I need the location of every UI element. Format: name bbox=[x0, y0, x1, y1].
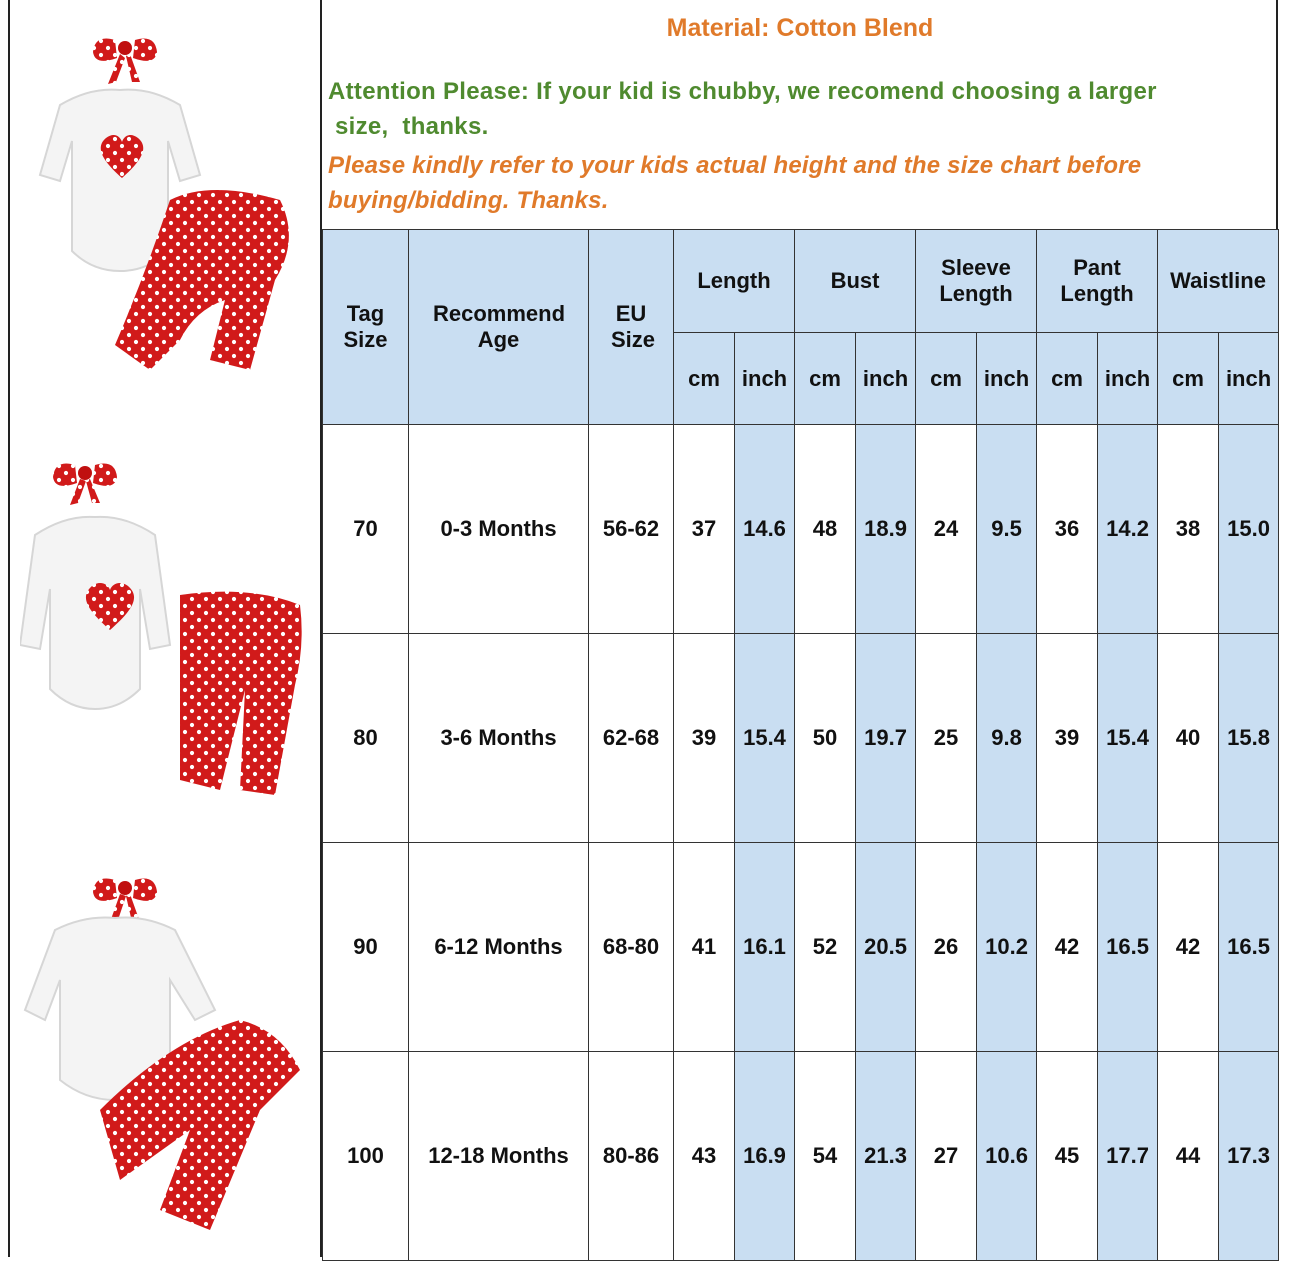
unit-inch: inch bbox=[735, 333, 795, 425]
outfit-image-2 bbox=[20, 455, 310, 800]
attention-line-2: size, thanks. bbox=[328, 113, 489, 140]
cell-waist-inch: 15.8 bbox=[1219, 634, 1279, 843]
unit-inch: inch bbox=[856, 333, 916, 425]
cell-pant-cm: 42 bbox=[1037, 843, 1098, 1052]
refer-line-2: buying/bidding. Thanks. bbox=[328, 187, 609, 214]
cell-length-cm: 39 bbox=[674, 634, 735, 843]
cell-length-inch: 16.9 bbox=[735, 1052, 795, 1261]
product-images bbox=[0, 0, 320, 1257]
header-row bbox=[323, 230, 1279, 333]
cell-bust-inch: 20.5 bbox=[856, 843, 916, 1052]
unit-cm: cm bbox=[795, 333, 856, 425]
cell-sleeve-inch: 9.8 bbox=[977, 634, 1037, 843]
cell-waist-cm: 38 bbox=[1158, 425, 1219, 634]
cell-pant-cm: 36 bbox=[1037, 425, 1098, 634]
cell-pant-inch: 14.2 bbox=[1098, 425, 1158, 634]
cell-eu: 62-68 bbox=[589, 634, 674, 843]
cell-bust-cm: 50 bbox=[795, 634, 856, 843]
col-tag-size: Tag Size bbox=[323, 230, 409, 425]
cell-tag: 70 bbox=[323, 425, 409, 634]
cell-sleeve-cm: 27 bbox=[916, 1052, 977, 1261]
cell-sleeve-cm: 25 bbox=[916, 634, 977, 843]
cell-waist-cm: 42 bbox=[1158, 843, 1219, 1052]
unit-cm: cm bbox=[1037, 333, 1098, 425]
col-length: Length bbox=[674, 230, 795, 333]
col-waistline: Waistline bbox=[1158, 230, 1279, 333]
cell-waist-inch: 15.0 bbox=[1219, 425, 1279, 634]
cell-length-inch: 16.1 bbox=[735, 843, 795, 1052]
cell-bust-cm: 48 bbox=[795, 425, 856, 634]
cell-tag: 80 bbox=[323, 634, 409, 843]
cell-pant-inch: 17.7 bbox=[1098, 1052, 1158, 1261]
attention-line-1: Attention Please: If your kid is chubby, we recomend choosing a larger bbox=[328, 78, 1157, 105]
cell-bust-cm: 54 bbox=[795, 1052, 856, 1261]
col-pant-length: Pant Length bbox=[1037, 230, 1158, 333]
cell-length-cm: 41 bbox=[674, 843, 735, 1052]
material-text: Material: Cotton Blend bbox=[666, 14, 934, 42]
refer-text bbox=[328, 148, 1268, 218]
cell-length-cm: 43 bbox=[674, 1052, 735, 1261]
cell-bust-inch: 21.3 bbox=[856, 1052, 916, 1261]
cell-eu: 56-62 bbox=[589, 425, 674, 634]
cell-tag: 90 bbox=[323, 843, 409, 1052]
cell-sleeve-inch: 10.6 bbox=[977, 1052, 1037, 1261]
cell-eu: 80-86 bbox=[589, 1052, 674, 1261]
cell-age: 12-18 Months bbox=[409, 1052, 589, 1261]
unit-cm: cm bbox=[916, 333, 977, 425]
notes-header bbox=[322, 0, 1278, 230]
cell-length-inch: 14.6 bbox=[735, 425, 795, 634]
cell-pant-inch: 16.5 bbox=[1098, 843, 1158, 1052]
col-recommend-age: Recommend Age bbox=[409, 230, 589, 425]
cell-sleeve-cm: 26 bbox=[916, 843, 977, 1052]
cell-sleeve-inch: 10.2 bbox=[977, 843, 1037, 1052]
unit-inch: inch bbox=[977, 333, 1037, 425]
col-eu-size: EU Size bbox=[589, 230, 674, 425]
cell-sleeve-inch: 9.5 bbox=[977, 425, 1037, 634]
cell-sleeve-cm: 24 bbox=[916, 425, 977, 634]
cell-length-inch: 15.4 bbox=[735, 634, 795, 843]
refer-line-1: Please kindly refer to your kids actual height and the size chart before bbox=[328, 152, 1142, 179]
table-row bbox=[323, 634, 1279, 843]
cell-pant-inch: 15.4 bbox=[1098, 634, 1158, 843]
unit-inch: inch bbox=[1098, 333, 1158, 425]
cell-waist-inch: 17.3 bbox=[1219, 1052, 1279, 1261]
cell-waist-cm: 40 bbox=[1158, 634, 1219, 843]
cell-eu: 68-80 bbox=[589, 843, 674, 1052]
col-bust: Bust bbox=[795, 230, 916, 333]
cell-age: 0-3 Months bbox=[409, 425, 589, 634]
cell-tag: 100 bbox=[323, 1052, 409, 1261]
unit-inch: inch bbox=[1219, 333, 1279, 425]
attention-text bbox=[328, 74, 1268, 144]
outfit-image-1 bbox=[20, 30, 310, 390]
table-row bbox=[323, 1052, 1279, 1261]
unit-cm: cm bbox=[1158, 333, 1219, 425]
table-row bbox=[323, 843, 1279, 1052]
unit-cm: cm bbox=[674, 333, 735, 425]
outfit-image-3 bbox=[20, 870, 310, 1250]
cell-waist-inch: 16.5 bbox=[1219, 843, 1279, 1052]
cell-length-cm: 37 bbox=[674, 425, 735, 634]
cell-age: 3-6 Months bbox=[409, 634, 589, 843]
cell-age: 6-12 Months bbox=[409, 843, 589, 1052]
col-sleeve-length: Sleeve Length bbox=[916, 230, 1037, 333]
table-row bbox=[323, 425, 1279, 634]
cell-pant-cm: 39 bbox=[1037, 634, 1098, 843]
cell-bust-inch: 18.9 bbox=[856, 425, 916, 634]
cell-waist-cm: 44 bbox=[1158, 1052, 1219, 1261]
cell-bust-cm: 52 bbox=[795, 843, 856, 1052]
cell-bust-inch: 19.7 bbox=[856, 634, 916, 843]
cell-pant-cm: 45 bbox=[1037, 1052, 1098, 1261]
size-chart-table bbox=[322, 229, 1279, 1261]
